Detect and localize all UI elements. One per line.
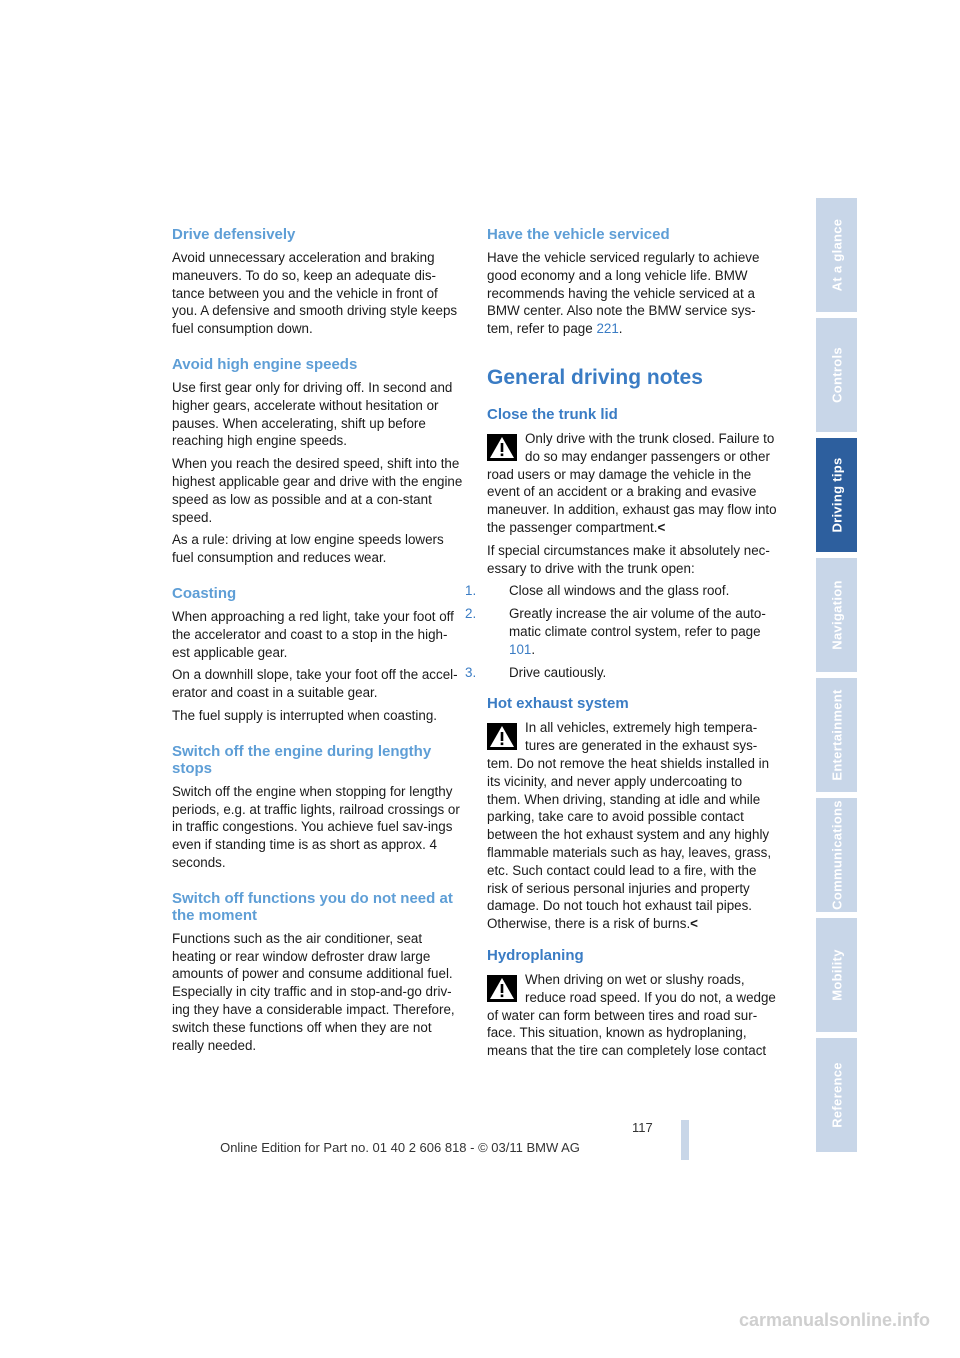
tab-reference[interactable] bbox=[816, 1038, 857, 1155]
warning-text: When driving on wet or slushy roads, reduce road speed. If you do not, a wedge of water can form between tires and road sur-face. This situation, known as hydroplaning, means that the tire can completely lose contact bbox=[487, 971, 776, 1059]
chapter-tabs bbox=[816, 198, 857, 1160]
page-number: 117 bbox=[632, 1120, 653, 1135]
end-mark: < bbox=[690, 916, 698, 932]
paragraph: The fuel supply is interrupted when coasting. bbox=[172, 707, 437, 723]
paragraph: Switch off the engine when stopping for lengthy periods, e.g. at traffic lights, railroad crossings or in traffic congestions. You achieve fuel sav-ings even if standing time is as short as approx. 4 seconds. bbox=[172, 783, 460, 870]
page-link[interactable]: 221 bbox=[596, 321, 619, 337]
list-item bbox=[465, 605, 779, 658]
list-number: 2. bbox=[465, 606, 477, 622]
list-text: Close all windows and the glass roof. bbox=[509, 583, 730, 599]
list-item bbox=[465, 582, 779, 600]
tab-label: Reference bbox=[829, 1062, 844, 1128]
subsection-title: Close the trunk lid bbox=[487, 405, 618, 423]
section-title: Coasting bbox=[172, 584, 237, 602]
tab-mobility[interactable] bbox=[816, 918, 857, 1035]
list-number: 3. bbox=[465, 664, 477, 680]
punctuation: . bbox=[531, 641, 536, 657]
warning-paragraph bbox=[487, 430, 779, 537]
paragraph: Functions such as the air conditioner, seat heating or rear window defroster draw large amounts of power and consume additional fuel. Especially in city traffic and in stop-and-go driv-ing they have a considerable impact. Therefore, switch these functions off when they are not really needed. bbox=[172, 930, 455, 1053]
tab-navigation[interactable] bbox=[816, 558, 857, 675]
footer bbox=[0, 1140, 960, 1155]
right-column bbox=[465, 226, 779, 1065]
paragraph: When you reach the desired speed, shift into the highest applicable gear and drive with the engine speed as low as possible and at a con-stant speed. bbox=[172, 456, 463, 525]
tab-label: Entertainment bbox=[829, 689, 844, 781]
section-title: Switch off functions you do not need at the moment bbox=[172, 889, 453, 924]
tab-communications[interactable] bbox=[816, 798, 857, 915]
section-title: Switch off the engine during lengthy stops bbox=[172, 742, 432, 777]
warning-icon bbox=[487, 434, 517, 461]
watermark: carmanualsonline.info bbox=[738, 1310, 930, 1330]
tab-label: Navigation bbox=[829, 580, 844, 650]
warning-paragraph bbox=[487, 971, 779, 1060]
paragraph-text: Have the vehicle serviced regularly to achieve good economy and a long vehicle life. BMW recommends having the vehicle serviced at a BMW center. Also note the BMW service sys-tem, refer to page bbox=[487, 250, 760, 337]
list-text: Drive cautiously. bbox=[509, 664, 607, 680]
tab-label: Communications bbox=[829, 800, 844, 910]
list-item bbox=[465, 664, 779, 682]
warning-paragraph bbox=[487, 719, 779, 933]
paragraph: If special circumstances make it absolutely nec-essary to drive with the trunk open: bbox=[487, 542, 770, 576]
tab-label: Driving tips bbox=[829, 457, 844, 533]
paragraph bbox=[487, 249, 779, 338]
paragraph: As a rule: driving at low engine speeds lowers fuel consumption and reduces wear. bbox=[172, 532, 444, 566]
paragraph: Avoid unnecessary acceleration and braking maneuvers. To do so, keep an adequate dis-tance between you and the vehicle in front of you. A defensive and smooth driving style keeps fuel consumption down. bbox=[172, 250, 458, 337]
warning-icon bbox=[487, 723, 517, 750]
subsection-title: Hydroplaning bbox=[487, 946, 584, 964]
section-title: Drive defensively bbox=[172, 226, 296, 243]
list-text: Greatly increase the air volume of the auto-matic climate control system, refer to page bbox=[509, 606, 766, 639]
chapter-title: General driving notes bbox=[487, 365, 703, 389]
tab-label: At a glance bbox=[829, 218, 844, 292]
left-column bbox=[172, 226, 464, 1059]
warning-text: Only drive with the trunk closed. Failure to do so may endanger passengers or other road users or may damage the vehicle in the event of an accident or a braking and evasive maneuver. In addition, exhaust gas may flow into the passenger compartment. bbox=[487, 430, 777, 535]
warning-icon bbox=[487, 975, 517, 1002]
tab-label: Mobility bbox=[829, 949, 844, 1001]
tab-at-a-glance[interactable] bbox=[816, 198, 857, 315]
end-mark: < bbox=[657, 519, 666, 535]
section-title: Have the vehicle serviced bbox=[487, 226, 670, 243]
footer-text: Online Edition for Part no. 01 40 2 606 818 - © 03/11 BMW AG bbox=[220, 1140, 580, 1155]
list-number: 1. bbox=[465, 583, 477, 599]
paragraph: On a downhill slope, take your foot off the accel-erator and coast in a suitable gear. bbox=[172, 667, 458, 701]
paragraph: When approaching a red light, take your foot off the accelerator and coast to a stop in the high-est applicable gear. bbox=[172, 608, 454, 660]
tab-label: Controls bbox=[829, 347, 844, 403]
subsection-title: Hot exhaust system bbox=[487, 695, 629, 713]
section-title: Avoid high engine speeds bbox=[172, 355, 358, 373]
tab-entertainment[interactable] bbox=[816, 678, 857, 795]
punctuation: . bbox=[618, 321, 623, 337]
paragraph: Use first gear only for driving off. In second and higher gears, accelerate without hesitation or pauses. When accelerating, shift up before reaching high engine speeds. bbox=[172, 379, 453, 449]
warning-text: In all vehicles, extremely high tempera-tures are generated in the exhaust sys-tem. Do not remove the heat shields installed in its vicinity, and never apply undercoating to them. When driving, standing at idle and while parking, take care to avoid possible contact between the hot exhaust system and any highly flammable materials such as hay, leaves, grass, etc. Such contact could lead to a fire, with the risk of serious personal injuries and property damage. Do not touch hot exhaust tail pipes. Otherwise, there is a risk of burns. bbox=[487, 720, 772, 932]
tab-controls[interactable] bbox=[816, 318, 857, 435]
page-link[interactable]: 101 bbox=[509, 641, 532, 657]
tab-driving-tips[interactable] bbox=[816, 438, 857, 555]
